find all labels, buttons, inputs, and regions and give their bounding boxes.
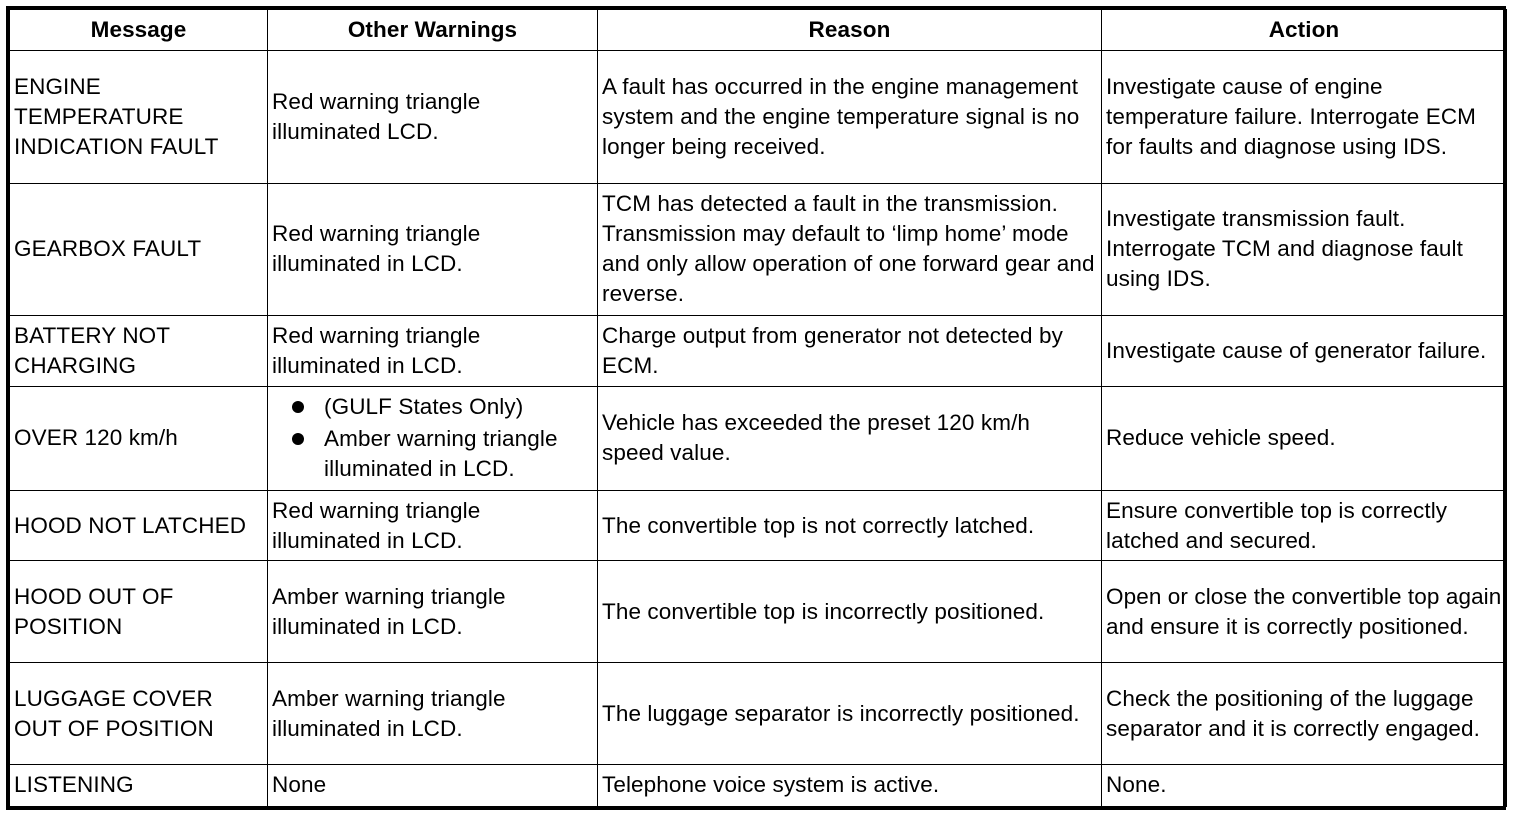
bullet-icon [292,401,304,413]
cell-reason: Vehicle has exceeded the preset 120 km/h speed value. [598,386,1102,490]
table-row [10,316,1507,387]
header-other-warnings: Other Warnings [268,10,598,51]
cell-action: None. [1102,764,1507,806]
cell-message: HOOD NOT LATCHED [10,490,268,561]
cell-message: HOOD OUT OF POSITION [10,561,268,663]
table-row [10,183,1507,316]
cell-other-warnings: Red warning triangle illuminated in LCD. [268,490,598,561]
table-row [10,386,1507,490]
cell-reason: The convertible top is not correctly latched. [598,490,1102,561]
cell-other-warnings: Red warning triangle illuminated in LCD. [268,316,598,387]
table-row [10,561,1507,663]
cell-action: Investigate transmission fault. Interrogate TCM and diagnose fault using IDS. [1102,183,1507,316]
warnings-bullet-list [272,392,593,484]
cell-message: ENGINE TEMPERATURE INDICATION FAULT [10,51,268,184]
cell-reason: Telephone voice system is active. [598,764,1102,806]
bullet-text: Amber warning triangle illuminated in LCD. [324,426,558,482]
cell-message: BATTERY NOT CHARGING [10,316,268,387]
cell-message: GEARBOX FAULT [10,183,268,316]
cell-other-warnings [268,386,598,490]
cell-other-warnings: None [268,764,598,806]
header-message: Message [10,10,268,51]
cell-other-warnings: Red warning triangle illuminated in LCD. [268,183,598,316]
table-row [10,663,1507,765]
cell-message: OVER 120 km/h [10,386,268,490]
bullet-icon [292,433,304,445]
cell-action: Check the positioning of the luggage separator and it is correctly engaged. [1102,663,1507,765]
table-row [10,490,1507,561]
table-header [10,10,1507,51]
list-item [292,424,593,484]
cell-other-warnings: Amber warning triangle illuminated in LCD. [268,663,598,765]
cell-other-warnings: Red warning triangle illuminated LCD. [268,51,598,184]
cell-action: Open or close the convertible top again and ensure it is correctly positioned. [1102,561,1507,663]
table-body [10,51,1507,807]
cell-message: LUGGAGE COVER OUT OF POSITION [10,663,268,765]
header-row [10,10,1507,51]
cell-action: Investigate cause of generator failure. [1102,316,1507,387]
header-reason: Reason [598,10,1102,51]
cell-reason: A fault has occurred in the engine management system and the engine temperature signal is no longer being received. [598,51,1102,184]
cell-reason: The convertible top is incorrectly positioned. [598,561,1102,663]
bullet-text: (GULF States Only) [324,394,524,420]
cell-action: Ensure convertible top is correctly latched and secured. [1102,490,1507,561]
cell-reason: TCM has detected a fault in the transmission. Transmission may default to ‘limp home’ mode and only allow operation of one forward gear and reverse. [598,183,1102,316]
cell-reason: The luggage separator is incorrectly positioned. [598,663,1102,765]
cell-message: LISTENING [10,764,268,806]
header-action: Action [1102,10,1507,51]
warning-messages-table-frame [6,6,1506,810]
table-row [10,51,1507,184]
cell-action: Investigate cause of engine temperature failure. Interrogate ECM for faults and diagnose using IDS. [1102,51,1507,184]
table-row [10,764,1507,806]
cell-action: Reduce vehicle speed. [1102,386,1507,490]
warning-messages-table [9,9,1507,807]
list-item [292,392,593,422]
cell-reason: Charge output from generator not detected by ECM. [598,316,1102,387]
cell-other-warnings: Amber warning triangle illuminated in LCD. [268,561,598,663]
